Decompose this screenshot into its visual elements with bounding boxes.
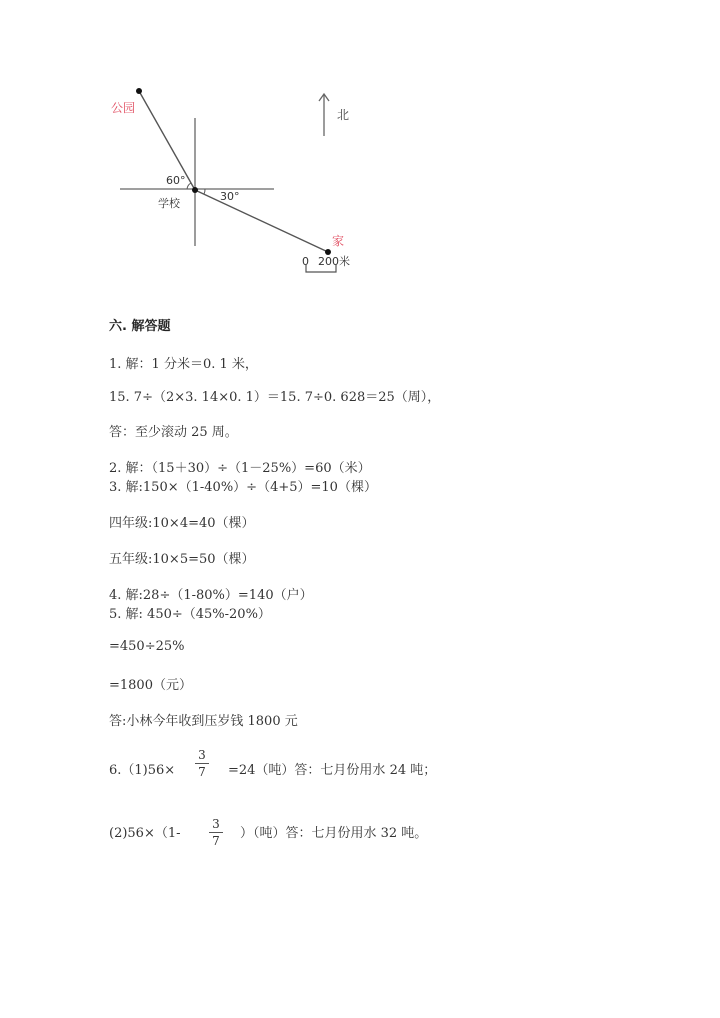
fraction-bar	[209, 832, 223, 833]
section-title: 六. 解答题	[109, 319, 171, 334]
north-label: 北	[337, 108, 350, 122]
q2-line1: 2. 解：（15＋30）÷（1－25%）=60（米）	[109, 461, 371, 476]
school-point	[192, 187, 198, 193]
angle-30-arc	[204, 189, 205, 194]
q6-p1-fraction	[195, 748, 209, 779]
fraction-bar	[195, 763, 209, 764]
q6-p1-prefix: 6.（1)56×	[109, 763, 176, 778]
q1-line1: 1. 解：1 分米＝0. 1 米，	[109, 357, 258, 372]
q4-line1: 4. 解:28÷（1-80%）=140（户）	[109, 588, 313, 603]
scale-200-label: 200米	[318, 255, 350, 268]
scale-zero-label: 0	[302, 255, 309, 268]
q5-line1: 5. 解: 450÷（45%-20%）	[109, 607, 271, 622]
school-home-line	[195, 190, 328, 252]
q6-p2-suffix: ）（吨）答：七月份用水 32 吨。	[240, 826, 428, 841]
q1-answer: 答：至少滚动 25 周。	[109, 425, 238, 440]
angle-30-label: 30°	[220, 190, 240, 203]
q6-p1-suffix: =24（吨）答：七月份用水 24 吨；	[228, 763, 437, 778]
park-point	[136, 88, 142, 94]
home-label: 家	[332, 234, 345, 248]
park-label: 公园	[111, 101, 136, 115]
angle-60-arc	[187, 183, 191, 189]
direction-diagram	[100, 80, 380, 280]
fraction-denominator: 7	[212, 834, 220, 848]
q1-line2: 15. 7÷（2×3. 14×0. 1）＝15. 7÷0. 628＝25（周），	[109, 390, 441, 405]
q3-line2: 四年级:10×4=40（棵）	[109, 516, 255, 531]
angle-60-label: 60°	[166, 174, 186, 187]
fraction-numerator: 3	[212, 817, 220, 831]
q6-p2-fraction	[209, 817, 223, 848]
q5-line2: =450÷25%	[109, 639, 185, 654]
q6-p2-prefix: (2)56×（1-	[109, 826, 181, 841]
q3-line3: 五年级:10×5=50（棵）	[109, 552, 255, 567]
school-label: 学校	[158, 197, 180, 210]
q5-line3: =1800（元）	[109, 678, 192, 693]
q5-answer: 答:小林今年收到压岁钱 1800 元	[109, 714, 298, 729]
fraction-denominator: 7	[198, 765, 206, 779]
q3-line1: 3. 解:150×（1-40%）÷（4+5）=10（棵）	[109, 480, 377, 495]
fraction-numerator: 3	[198, 748, 206, 762]
